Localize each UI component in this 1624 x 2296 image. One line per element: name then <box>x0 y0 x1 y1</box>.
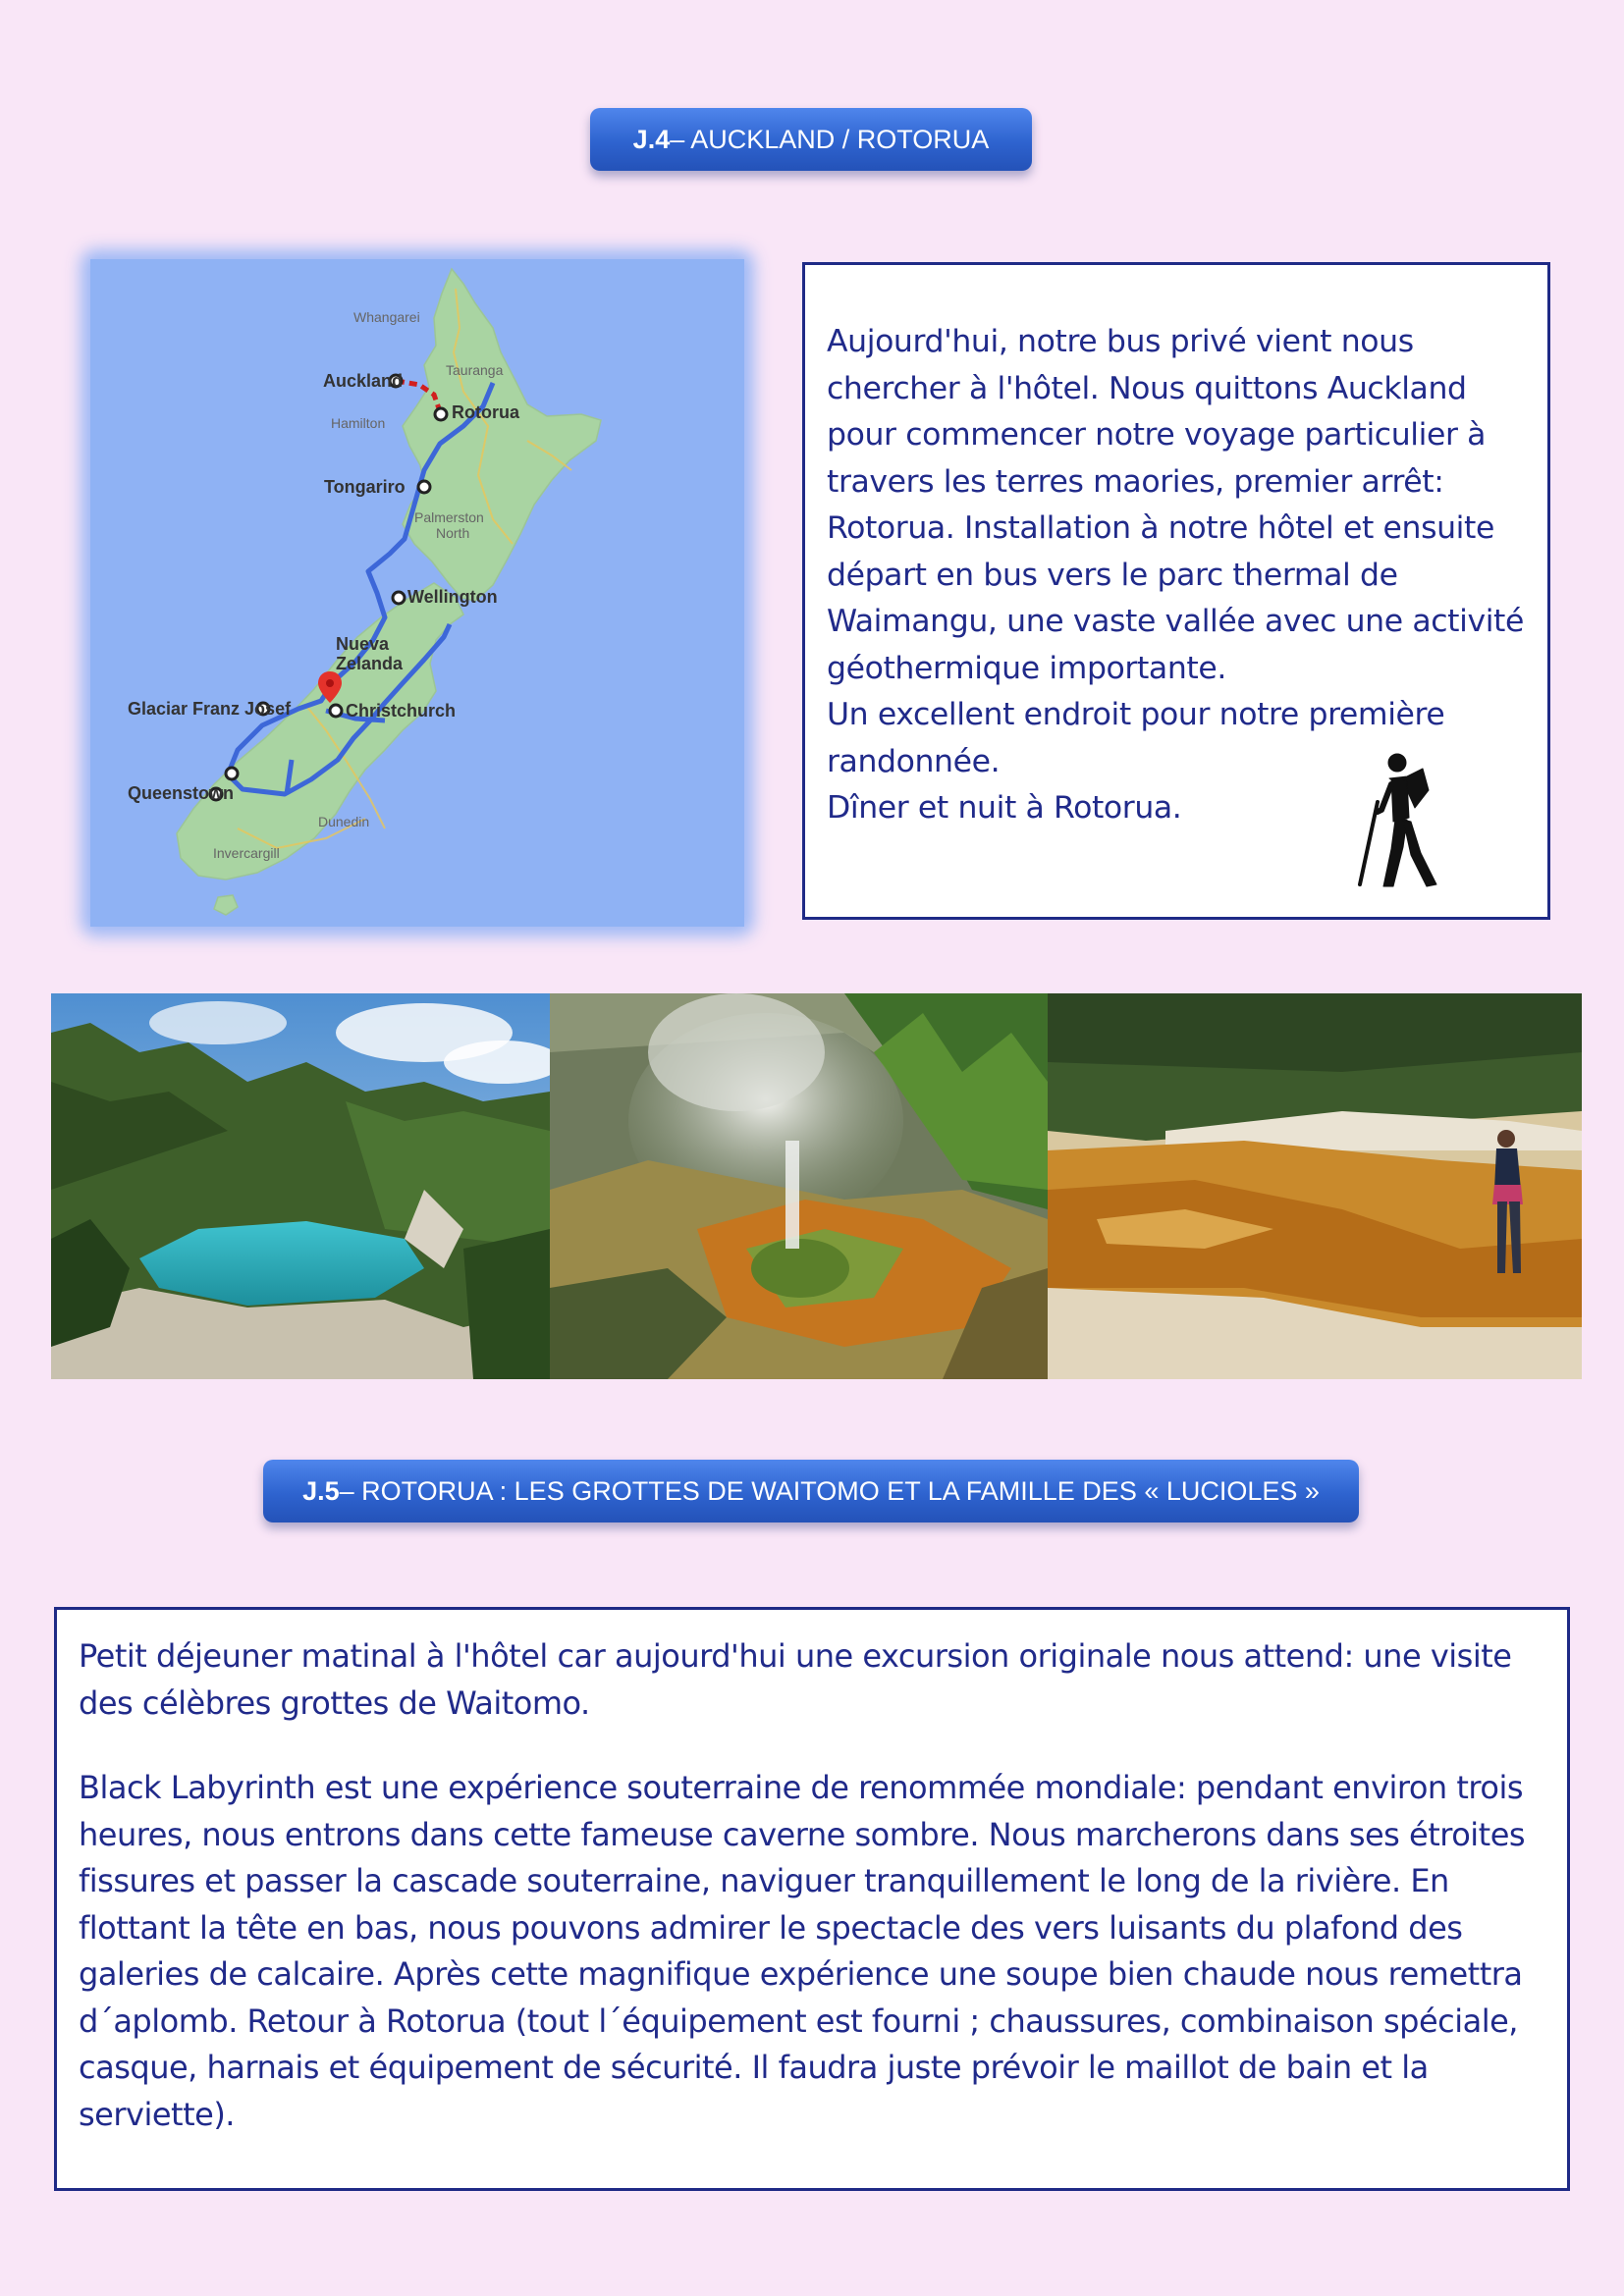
day5-description-box <box>54 1607 1570 2191</box>
label-auckland: Auckland <box>323 371 404 391</box>
marker-wellington <box>393 592 405 604</box>
location-pin-dot <box>326 679 334 687</box>
day5-banner-number: J.5 <box>302 1475 340 1506</box>
label-zelanda: Zelanda <box>336 654 404 673</box>
label-wellington: Wellington <box>407 587 498 607</box>
label-palmerston: Palmerston <box>414 509 484 525</box>
day5-banner <box>263 1460 1359 1522</box>
day4-banner-number: J.4 <box>632 124 671 154</box>
blue-lake-photo <box>51 993 550 1379</box>
day4-banner-title: – AUCKLAND / ROTORUA <box>670 124 990 154</box>
label-nueva: Nueva <box>336 634 390 654</box>
marker-christchurch <box>330 705 342 717</box>
marker-tongariro <box>418 481 430 493</box>
label-north: North <box>436 525 470 541</box>
label-invercargill: Invercargill <box>213 845 280 861</box>
label-rotorua: Rotorua <box>452 402 519 422</box>
day4-paragraph: Dîner et nuit à Rotorua. <box>827 790 1182 826</box>
hiker-icon <box>1350 751 1448 888</box>
label-dunedin: Dunedin <box>318 814 370 829</box>
day5-paragraph: Petit déjeuner matinal à l'hôtel car aujourd'hui une excursion originale nous attend: une visite des célèbres grottes de Waitomo. <box>79 1637 1512 1722</box>
label-tongariro: Tongariro <box>324 477 406 497</box>
marker-rotorua <box>435 408 447 420</box>
label-tauranga: Tauranga <box>446 362 504 378</box>
label-hamilton: Hamilton <box>331 415 386 431</box>
day5-banner-title: – ROTORUA : LES GROTTES DE WAITOMO ET LA FAMILLE DES « LUCIOLES » <box>339 1475 1320 1506</box>
label-whangarei: Whangarei <box>353 309 420 325</box>
label-christchurch: Christchurch <box>346 701 457 721</box>
terraces-photo <box>1048 993 1582 1379</box>
day4-paragraph: Aujourd'hui, notre bus privé vient nous chercher à l'hôtel. Nous quittons Auckland pour commencer notre voyage particulier à travers les terres maories, premier arrêt: Rotorua. Installation à notre hôtel et ensuite départ en bus vers le parc thermal de Waimangu, une vaste vallée avec une activité géothermique importante. <box>827 324 1524 686</box>
marker-te-anau <box>226 768 238 779</box>
label-queenstown: Queenstown <box>128 783 235 803</box>
geyser-photo <box>550 993 1048 1379</box>
day4-paragraph: Un excellent endroit pour notre première randonnée. <box>827 697 1445 779</box>
day4-description-box <box>802 262 1550 920</box>
day4-banner <box>590 108 1032 171</box>
route-map <box>90 259 744 927</box>
label-franz-josef: Glaciar Franz Josef <box>128 699 292 719</box>
day5-paragraph: Black Labyrinth est une expérience souterraine de renommée mondiale: pendant environ trois heures, nous entrons dans cette fameuse caverne sombre. Nous marcherons dans ses étroites fissures et passer la cascade souterraine, naviguer tranquillement le long de la rivière. En flottant la tête en bas, nous pouvons admirer le spectacle des vers luisants du plafond des galeries de calcaire. Après cette magnifique expérience une soupe bien chaude nous remettra d´aplomb. Retour à Rotorua (tout l´équipement est fourni ; chaussures, combinaison spéciale, casque, harnais et équipement de sécurité. Il faudra juste prévoir le maillot de bain et la serviette). <box>79 1769 1526 2133</box>
